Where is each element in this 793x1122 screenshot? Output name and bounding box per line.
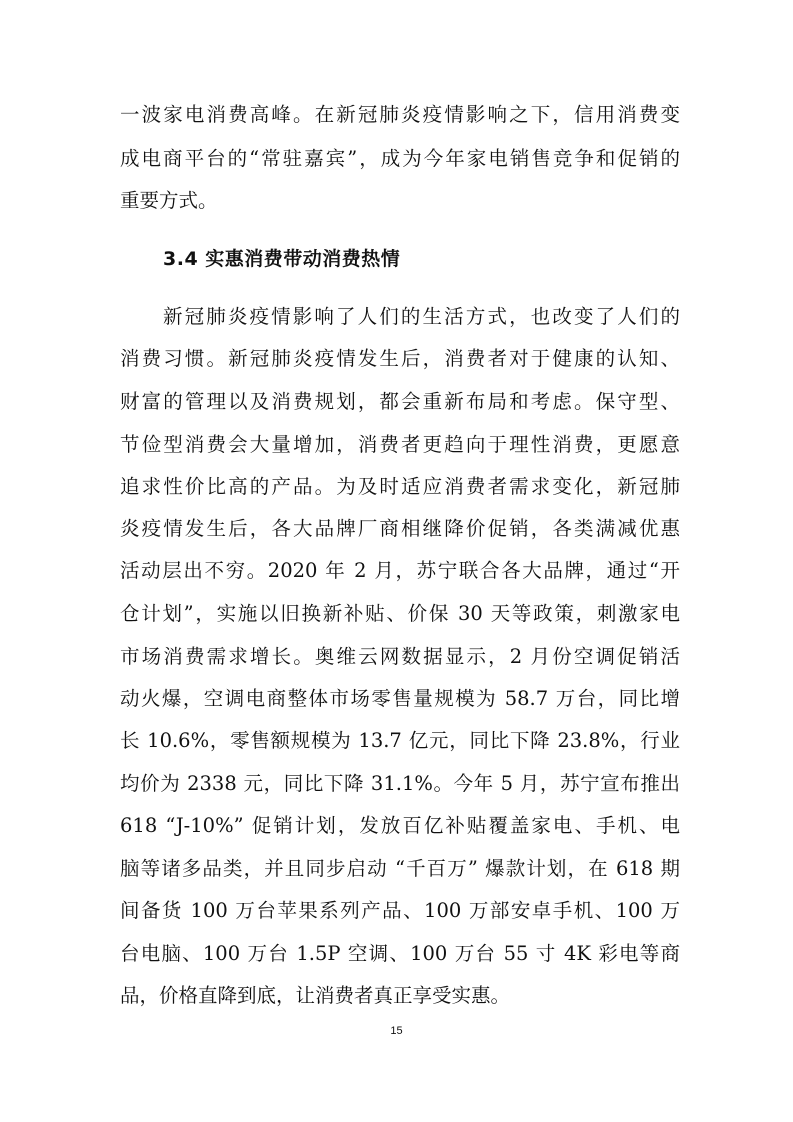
paragraph-main-line-12: 均价为 2338 元，同比下降 31.1%。今年 5 月，苏宁宣布推出 (120, 772, 680, 795)
paragraph-main-line-16: 台电脑、100 万台 1.5P 空调、100 万台 55 寸 4K 彩电等商 (120, 942, 680, 965)
paragraph-main-line-17: 品，价格直降到底，让消费者真正享受实惠。 (120, 984, 511, 1007)
paragraph-main-line-9: 市场消费需求增长。奥维云网数据显示，2 月份空调促销活 (120, 645, 680, 668)
paragraph-main-line-15: 间备货 100 万台苹果系列产品、100 万部安卓手机、100 万 (120, 899, 680, 922)
paragraph-main-line-5: 追求性价比高的产品。为及时适应消费者需求变化，新冠肺 (120, 475, 680, 498)
paragraph-main-line-14: 脑等诸多品类，并且同步启动 “千百万” 爆款计划，在 618 期 (120, 857, 680, 880)
paragraph-top-line-3: 重要方式。 (120, 189, 218, 212)
paragraph-main-line-10: 动火爆，空调电商整体市场零售量规模为 58.7 万台，同比增 (120, 687, 680, 710)
paragraph-main-line-4: 节俭型消费会大量增加，消费者更趋向于理性消费，更愿意 (120, 433, 680, 456)
paragraph-main-line-1: 新冠肺炎疫情影响了人们的生活方式，也改变了人们的 (163, 305, 680, 328)
paragraph-main-line-3: 财富的管理以及消费规划，都会重新布局和考虑。保守型、 (120, 390, 680, 413)
page-number: 15 (390, 1025, 403, 1037)
paragraph-main-line-11: 长 10.6%，零售额规模为 13.7 亿元，同比下降 23.8%，行业 (120, 729, 680, 752)
paragraph-top-line-2: 成电商平台的“常驻嘉宾”，成为今年家电销售竞争和促销的 (120, 147, 680, 170)
paragraph-main-line-7: 活动层出不穷。2020 年 2 月，苏宁联合各大品牌，通过“开 (120, 559, 680, 582)
paragraph-main-line-13: 618 “J-10%” 促销计划，发放百亿补贴覆盖家电、手机、电 (120, 814, 680, 837)
paragraph-top-line-1: 一波家电消费高峰。在新冠肺炎疫情影响之下，信用消费变 (120, 103, 680, 126)
section-heading: 3.4 实惠消费带动消费热情 (163, 248, 401, 270)
paragraph-main-line-8: 仓计划”，实施以旧换新补贴、价保 30 天等政策，刺激家电 (120, 602, 680, 625)
paragraph-main-line-6: 炎疫情发生后，各大品牌厂商相继降价促销，各类满减优惠 (120, 517, 680, 540)
paragraph-main-line-2: 消费习惯。新冠肺炎疫情发生后，消费者对于健康的认知、 (120, 347, 680, 370)
